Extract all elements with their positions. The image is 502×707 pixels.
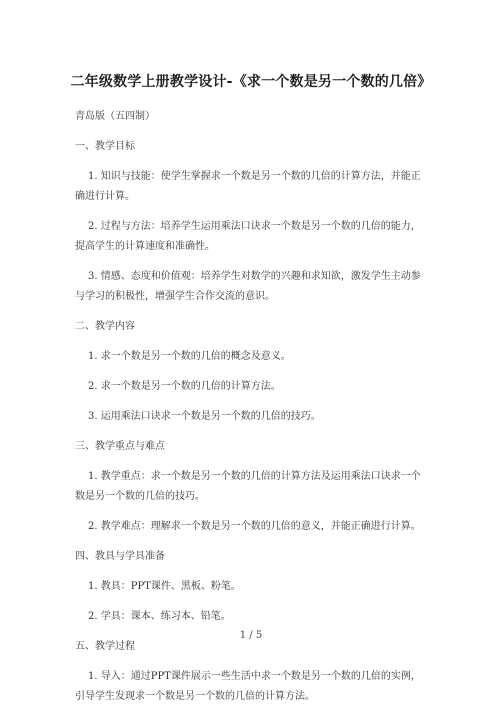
- materials-item-1: 1. 教具：PPT课件、黑板、粉笔。: [88, 581, 241, 592]
- content-item-2: 2. 求一个数是另一个数的几倍的计算方法。: [88, 381, 281, 392]
- objective-item-1-line-2: 确进行计算。: [75, 191, 135, 202]
- section-heading-key-points: 三、教学重点与难点: [75, 441, 165, 452]
- section-heading-process: 五、教学过程: [75, 641, 135, 652]
- section-heading-content: 二、教学内容: [75, 321, 135, 332]
- objective-item-2-line-2: 提高学生的计算速度和准确性。: [75, 241, 215, 252]
- document-title: 二年级数学上册教学设计-《求一个数是另一个数的几倍》: [70, 74, 432, 90]
- content-item-1: 1. 求一个数是另一个数的几倍的概念及意义。: [88, 351, 291, 362]
- key-point-item-1: [75, 467, 429, 507]
- key-point-item-1-line-2: 数是另一个数的几倍的技巧。: [75, 491, 205, 502]
- key-point-item-1-line-1: 1. 教学重点：求一个数是另一个数的几倍的计算方法及运用乘法口诀求一个: [88, 471, 421, 482]
- section-heading-objectives: 一、教学目标: [75, 141, 135, 152]
- process-item-1-line-1: 1. 导入：通过PPT课件展示一些生活中求一个数是另一个数的几倍的实例，: [88, 671, 421, 682]
- page-number: 1 / 5: [239, 630, 263, 641]
- objective-item-1: [75, 167, 429, 207]
- objective-item-2: [75, 217, 429, 257]
- objective-item-3: [75, 267, 429, 307]
- edition-label: 青岛版（五四制）: [75, 111, 155, 122]
- content-item-3: 3. 运用乘法口诀求一个数是另一个数的几倍的技巧。: [88, 411, 321, 422]
- objective-item-1-line-1: 1. 知识与技能：使学生掌握求一个数是另一个数的几倍的计算方法，并能正: [88, 171, 421, 182]
- document-body: [75, 107, 429, 707]
- objective-item-3-line-1: 3. 情感、态度和价值观：培养学生对数学的兴趣和求知欲，激发学生主动参: [88, 271, 421, 282]
- objective-item-2-line-1: 2. 过程与方法：培养学生运用乘法口诀求一个数是另一个数的几倍的能力，: [88, 221, 421, 232]
- section-heading-materials: 四、教具与学具准备: [75, 551, 165, 562]
- key-point-item-2: 2. 教学难点：理解求一个数是另一个数的几倍的意义，并能正确进行计算。: [88, 521, 421, 532]
- process-item-1: [75, 667, 429, 707]
- process-item-1-line-2: 引导学生发现求一个数是另一个数的几倍的计算方法。: [75, 691, 315, 702]
- objective-item-3-line-2: 与学习的积极性，增强学生合作交流的意识。: [75, 291, 275, 302]
- materials-item-2: 2. 学具：课本、练习本、铅笔。: [88, 611, 231, 622]
